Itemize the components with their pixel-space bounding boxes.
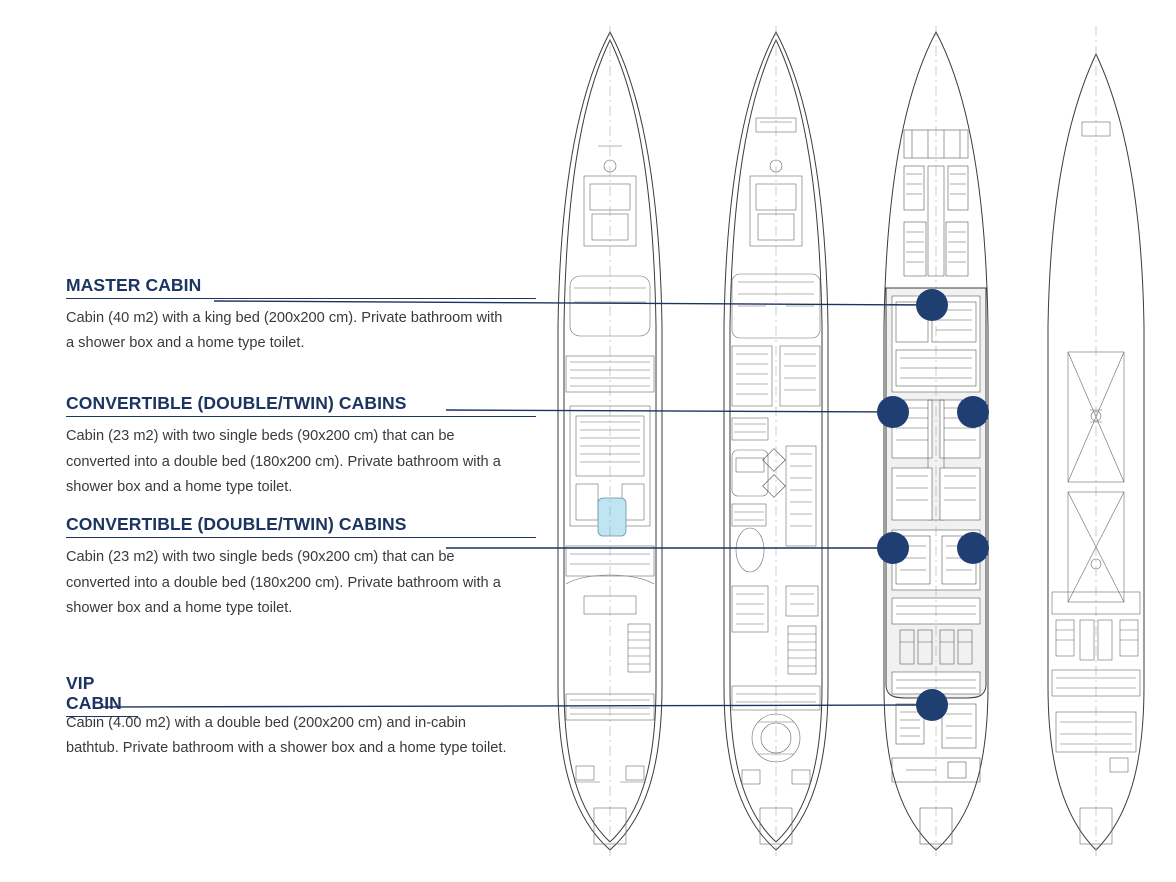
callout-master-cabin — [66, 275, 536, 356]
callout-body: Cabin (40 m2) with a king bed (200x200 cm). Private bathroom with a shower box and a home type toilet. — [66, 310, 503, 352]
callout-title: VIP CABIN — [66, 673, 138, 717]
callout-body: Cabin (4.00 m2) with a double bed (200x200 cm) and in-cabin bathtub. Private bathroom with a shower box and a home type toilet. — [66, 714, 507, 757]
callout-convertible-cabins-lower — [66, 514, 536, 620]
callout-vip-cabin — [66, 673, 536, 761]
deck-plan-upper — [706, 26, 846, 856]
deck-plan-main — [540, 26, 680, 856]
callout-title: CONVERTIBLE (DOUBLE/TWIN) CABINS — [66, 393, 536, 417]
callout-title: MASTER CABIN — [66, 275, 536, 299]
deck-plan-tank — [1026, 26, 1166, 856]
callout-convertible-cabins-upper — [66, 393, 536, 499]
callout-list — [66, 275, 536, 787]
callout-body: Cabin (23 m2) with two single beds (90x200 cm) that can be converted into a double bed (180x200 cm). Private bathroom with a shower box and a home type toilet. — [66, 428, 501, 495]
callout-body: Cabin (23 m2) with two single beds (90x200 cm) that can be converted into a double bed (180x200 cm). Private bathroom with a shower box and a home type toilet. — [66, 549, 501, 616]
deck-plan-lower — [866, 26, 1006, 856]
callout-title: CONVERTIBLE (DOUBLE/TWIN) CABINS — [66, 514, 536, 538]
